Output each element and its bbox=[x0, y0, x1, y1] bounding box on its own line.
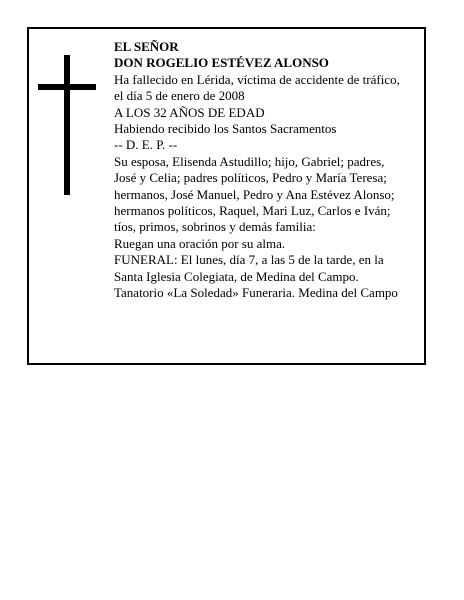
deceased-name: DON ROGELIO ESTÉVEZ ALONSO bbox=[114, 55, 329, 71]
funeral-details: FUNERAL: El lunes, día 7, a las 5 de la tarde, en la Santa Iglesia Colegiata, de Medina del Campo. bbox=[114, 252, 384, 284]
age-at-death: A LOS 32 AÑOS DE EDAD bbox=[114, 104, 265, 120]
title-line-1: EL SEÑOR bbox=[114, 39, 179, 54]
obituary-text bbox=[114, 39, 419, 302]
cross-vertical-bar bbox=[64, 55, 70, 195]
prayer-request: Ruegan una oración por su alma. bbox=[114, 235, 286, 251]
sacraments-line: Habiendo recibido los Santos Sacramentos bbox=[114, 121, 337, 137]
death-notice: Ha fallecido en Lérida, víctima de accidente de tráfico, el día 5 de enero de 2008 bbox=[114, 71, 400, 104]
rip-line: -- D. E. P. -- bbox=[114, 137, 178, 153]
cross-horizontal-bar bbox=[38, 84, 96, 90]
family-list: Su esposa, Elisenda Astudillo; hijo, Gabriel; padres, José y Celia; padres políticos, Pedro y María Teresa; hermanos, José Manuel, Pedro y Ana Estévez Alonso; hermanos políticos, Raquel, Mari Luz, Carlos e Iván; tíos, primos, sobrinos y demás familia: bbox=[114, 153, 395, 235]
funeral-home: Tanatorio «La Soledad» Funeraria. Medina del Campo bbox=[114, 285, 398, 301]
